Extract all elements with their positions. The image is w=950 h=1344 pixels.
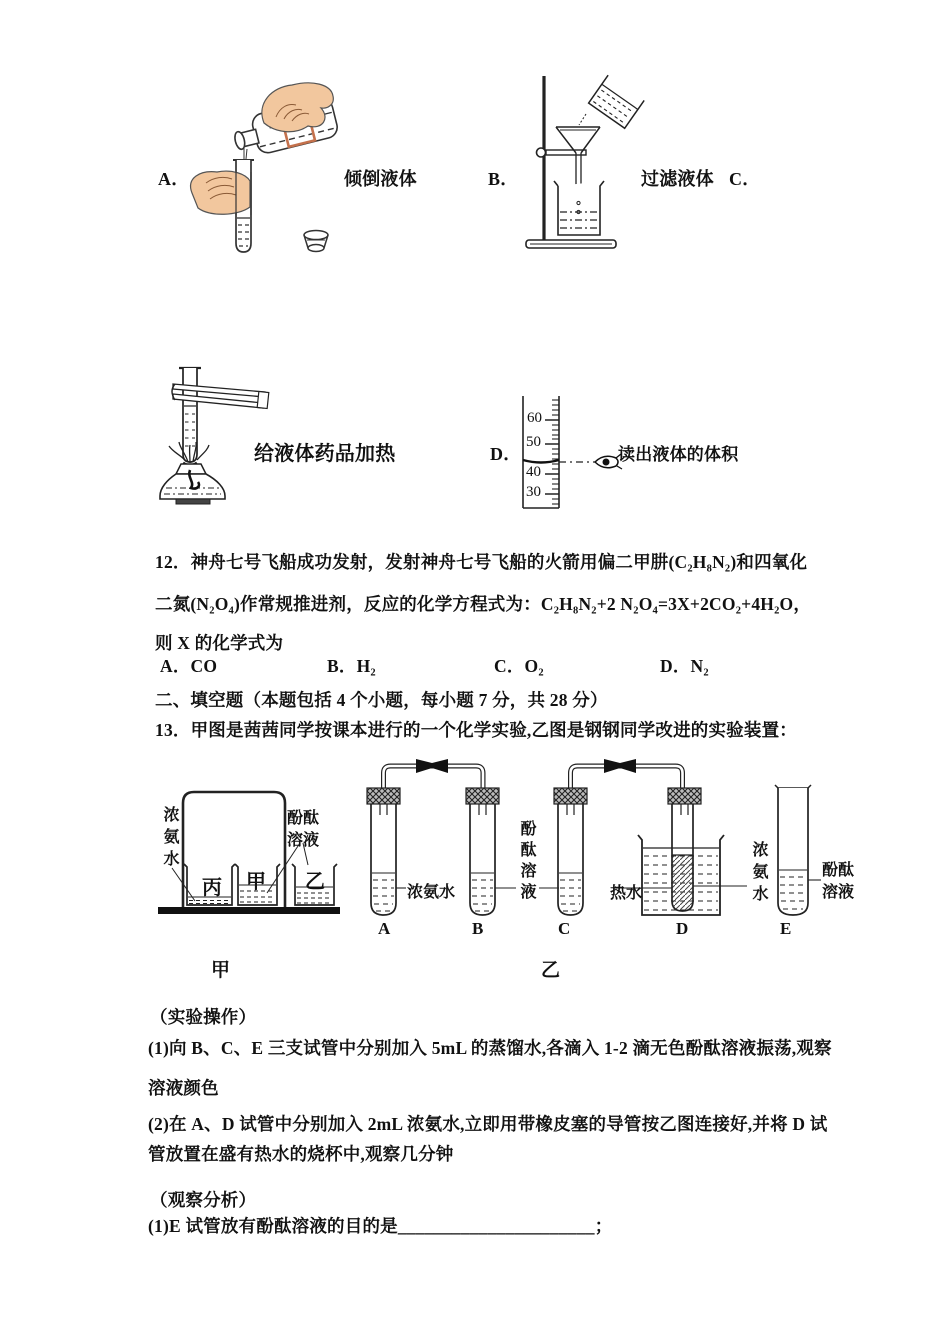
- section2-header: 二、填空题（本题包括 4 个小题，每小题 7 分，共 28 分）: [155, 690, 608, 710]
- tube-c-label: C: [558, 919, 571, 938]
- pour-stream: [244, 147, 247, 159]
- test-tube-e: [775, 785, 811, 915]
- pour-caption: 倾倒液体: [344, 169, 417, 189]
- tube-a-label: A: [378, 919, 391, 938]
- connector-tube-ab: [384, 766, 484, 789]
- eye-icon: [595, 454, 622, 469]
- heating-drawing: [145, 358, 275, 508]
- filtrate-beaker: [554, 181, 604, 235]
- ops-header: （实验操作）: [150, 1007, 257, 1027]
- tube-d-label: D: [676, 919, 689, 938]
- beaker-yi-label: 乙: [305, 871, 325, 893]
- beaker-jia-label: 甲: [246, 871, 266, 893]
- tube-e-label: E: [780, 919, 792, 938]
- filtration-drawing: [520, 70, 645, 250]
- option-c-label: C．: [729, 169, 761, 189]
- heating-figure: [145, 358, 275, 508]
- pouring-beaker: [589, 75, 645, 128]
- q12-option-a: A．CO: [160, 656, 218, 676]
- meniscus-line: [523, 460, 559, 463]
- filtration-figure: [520, 70, 645, 250]
- yi-phen2-label-line2: 溶液: [822, 884, 855, 901]
- clamp: [537, 148, 587, 157]
- analysis-header: （观察分析）: [150, 1190, 257, 1210]
- option-b-label: B．: [488, 169, 519, 189]
- test-tube-c: [554, 788, 587, 915]
- test-tube-b: [466, 788, 499, 915]
- read-volume-caption: 读出液体的体积: [618, 445, 739, 464]
- filter-caption: 过滤液体: [641, 169, 714, 189]
- tick-50: 50: [526, 434, 541, 450]
- test-tube-a: [367, 788, 400, 915]
- pinch-clip-2: [604, 759, 636, 773]
- pinch-clip-1: [416, 759, 448, 773]
- q13-intro: 13．甲图是茜茜同学按课本进行的一个化学实验,乙图是钢钢同学改进的实验装置：: [155, 720, 797, 740]
- yi-phen-vertical-label: 酚酞溶液: [518, 820, 535, 904]
- analysis-q1: (1)E 试管放有酚酞溶液的目的是______________________；: [148, 1216, 613, 1236]
- q12-option-d: D．N₂: [660, 656, 709, 676]
- op2-line1: (2)在 A、D 试管中分别加入 2mL 浓氨水,立即用带橡皮塞的导管按乙图连接好,并将 D 试: [148, 1114, 828, 1134]
- bottle-stopper: [304, 231, 328, 252]
- tick-60: 60: [527, 410, 542, 426]
- jia-ammonia-label: 浓氨水: [161, 806, 178, 872]
- op1-line2: 溶液颜色: [148, 1078, 219, 1098]
- diagram-jia-caption: 甲: [211, 960, 231, 981]
- tick-40: 40: [526, 464, 541, 480]
- yi-ammonia-label: 浓氨水: [407, 884, 456, 901]
- option-d-label: D．: [490, 444, 522, 464]
- yi-phen2-label-line1: 酚酞: [822, 862, 855, 879]
- q12-line3: 则 X 的化学式为: [155, 633, 284, 653]
- heat-caption: 给液体药品加热: [254, 443, 396, 465]
- hand-on-test-tube: [191, 171, 251, 215]
- jia-phen-label-line2: 溶液: [287, 832, 320, 849]
- tube-b-label: B: [472, 919, 484, 938]
- alcohol-lamp: [160, 463, 225, 504]
- pour-liquid-figure: [180, 75, 350, 265]
- beaker-bing-label: 丙: [202, 877, 222, 899]
- option-a-label: A．: [158, 169, 190, 189]
- q12-line2: 二氮(N₂O₄)作常规推进剂，反应的化学方程式为：C₂H₈N₂+2 N₂O₄=3X+2CO₂+4H₂O，: [155, 594, 812, 614]
- q12-line1: 12．神舟七号飞船成功发射，发射神舟七号飞船的火箭用偏二甲肼(C₂H₈N₂)和四氧化: [155, 552, 808, 572]
- yi-ammonia-vertical-label: 浓氨水: [750, 841, 767, 907]
- jia-phen-label-line1: 酚酞: [287, 810, 320, 827]
- q12-option-b: B．H₂: [327, 656, 376, 676]
- minor-ticks: [552, 400, 559, 504]
- diagram-yi-caption: 乙: [541, 960, 561, 981]
- major-ticks: [545, 420, 559, 494]
- ground-line: [158, 907, 340, 914]
- test-tube-d: [668, 788, 701, 911]
- op1-line1: (1)向 B、C、E 三支试管中分别加入 5mL 的蒸馏水,各滴入 1-2 滴无色酚酞溶液振荡,观察: [148, 1038, 832, 1058]
- q12-option-c: C．O₂: [494, 656, 544, 676]
- tick-30: 30: [526, 484, 541, 500]
- pour-liquid-drawing: [180, 75, 350, 265]
- op2-line2: 管放置在盛有热水的烧杯中,观察几分钟: [148, 1144, 454, 1164]
- yi-hot-water-label: 热水: [610, 885, 643, 902]
- pour-stream: [579, 114, 586, 125]
